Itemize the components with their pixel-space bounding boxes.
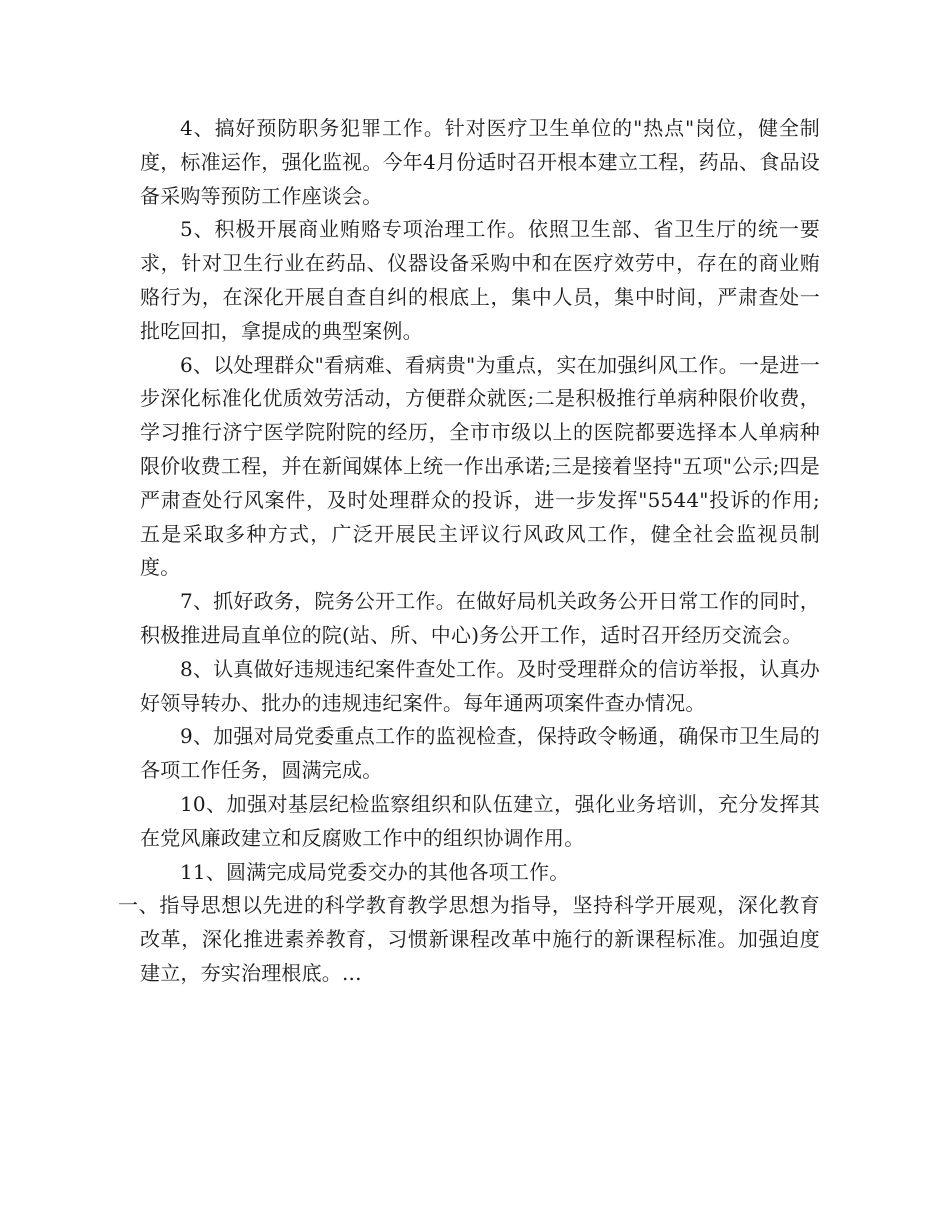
paragraph-item-6: 6、以处理群众"看病难、看病贵"为重点，实在加强纠风工作。一是进一步深化标准化优质效劳活动，方便群众就医;二是积极推行单病种限价收费，学习推行济宁医学院附院的经历，全市市级以上的医院都要选择本人单病种限价收费工程，并在新闻媒体上统一作出承诺;三是接着坚持"五项"公示;四是严肃查处行风案件，及时处理群众的投诉，进一步发挥"5544"投诉的作用;五是采取多种方式，广泛开展民主评议行风政风工作，健全社会监视员制度。 xyxy=(140,352,820,580)
closing-paragraph-text: 一、指导思想以先进的科学教育教学思想为指导，坚持科学开展观，深化教育改革，深化推进素养教育，习惯新课程改革中施行的新课程标准。加强迫度建立，夯实治理根底。... xyxy=(118,893,820,985)
paragraph-item-10: 10、加强对基层纪检监察组织和队伍建立，强化业务培训，充分发挥其在党风廉政建立和反腐败工作中的组织协调作用。 xyxy=(140,791,820,850)
paragraph-item-4: 4、搞好预防职务犯罪工作。针对医疗卫生单位的"热点"岗位，健全制度，标准运作，强化监视。今年4月份适时召开根本建立工程，药品、食品设备采购等预防工作座谈会。 xyxy=(140,116,820,208)
paragraph-item-5: 5、积极开展商业贿赂专项治理工作。依照卫生部、省卫生厅的统一要求，针对卫生行业在药品、仪器设备采购中和在医疗效劳中，存在的商业贿赂行为，在深化开展自查自纠的根底上，集中人员，集中时间，严肃查处一批吃回扣，拿提成的典型案例。 xyxy=(140,217,820,343)
document-page xyxy=(118,112,820,991)
paragraph-item-7: 7、抓好政务，院务公开工作。在做好局机关政务公开日常工作的同时，积极推进局直单位的院(站、所、中心)务公开工作，适时召开经历交流会。 xyxy=(140,589,820,647)
closing-paragraph xyxy=(118,889,820,990)
paragraph-item-11: 11、圆满完成局党委交办的其他各项工作。 xyxy=(180,859,570,884)
paragraph-item-9: 9、加强对局党委重点工作的监视检查，保持政令畅通，确保市卫生局的各项工作任务，圆满完成。 xyxy=(140,724,820,783)
paragraph-item-8: 8、认真做好违规违纪案件查处工作。及时受理群众的信访举报，认真办好领导转办、批办的违规违纪案件。每年通两项案件查办情况。 xyxy=(140,656,820,715)
